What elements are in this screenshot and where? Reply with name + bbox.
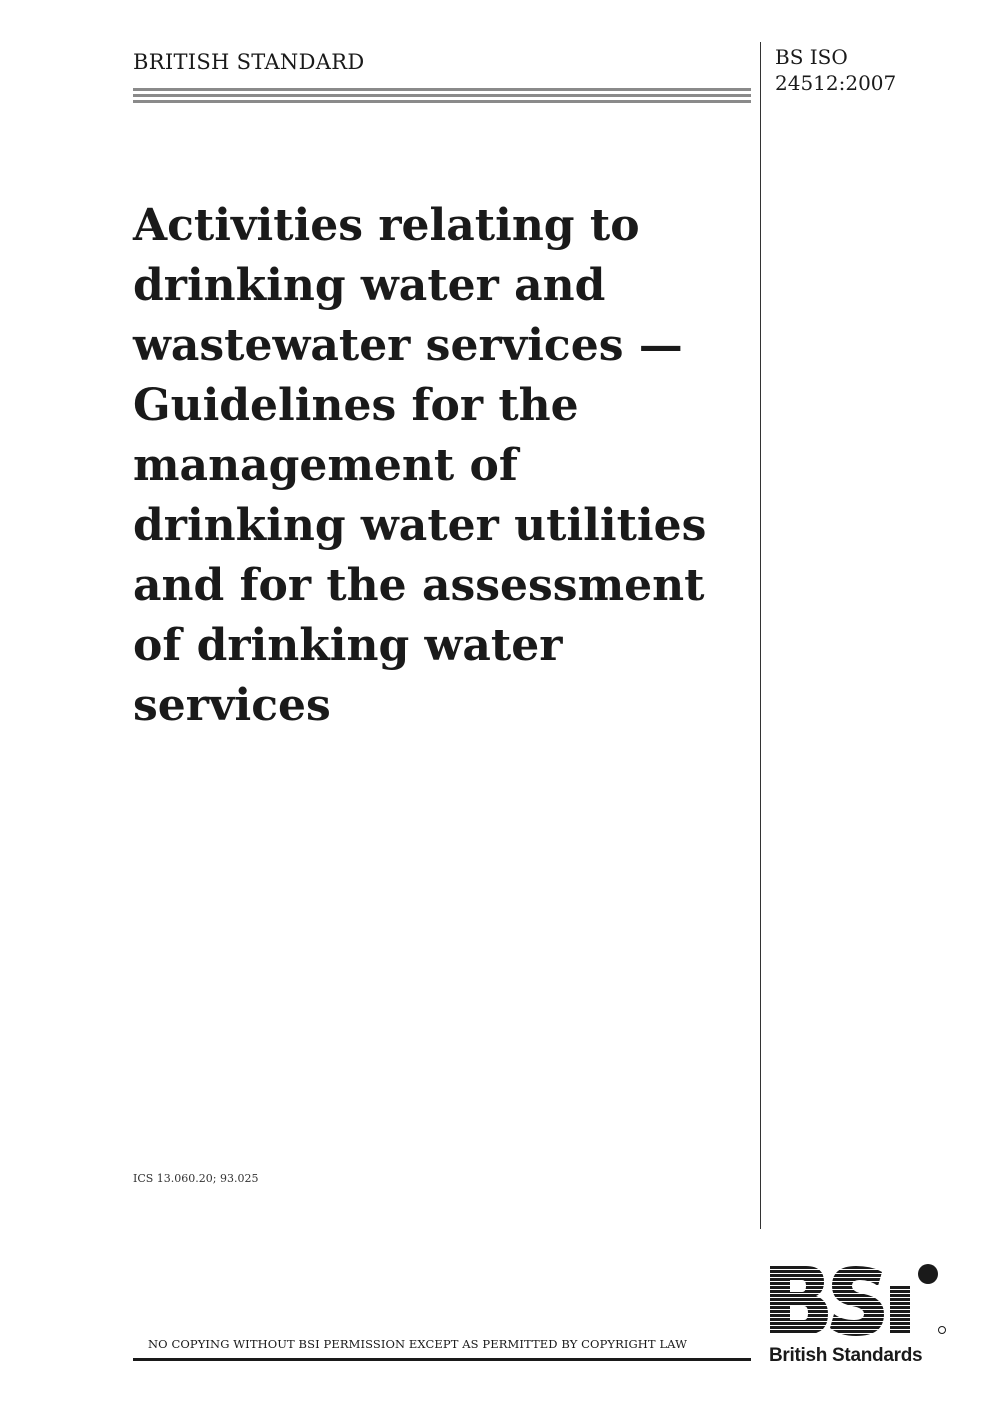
standard-number-line2: 24512:2007	[775, 71, 897, 95]
ics-code: ICS 13.060.20; 93.025	[133, 1172, 259, 1185]
title-line: and for the assessment	[133, 560, 705, 611]
title-line: wastewater services —	[133, 320, 683, 371]
header-rule-1	[133, 88, 751, 91]
title-line: Guidelines for the	[133, 380, 579, 431]
vertical-divider	[760, 42, 761, 1229]
title-line: drinking water utilities	[133, 500, 707, 551]
copyright-notice: NO COPYING WITHOUT BSI PERMISSION EXCEPT AS PERMITTED BY COPYRIGHT LAW	[148, 1337, 688, 1351]
header-rule-3	[133, 100, 751, 103]
title-line: management of	[133, 440, 518, 491]
header-rules	[133, 88, 751, 106]
title-line: drinking water and	[133, 260, 606, 311]
title-line: services	[133, 680, 331, 731]
title-line: of drinking water	[133, 620, 563, 671]
header-rule-2	[133, 94, 751, 97]
header-label: BRITISH STANDARD	[133, 50, 365, 74]
standard-number-line1: BS ISO	[775, 45, 848, 69]
standard-number	[775, 44, 896, 96]
document-title	[133, 196, 753, 736]
bsi-logo-caption: British Standards	[769, 1345, 923, 1366]
title-line: Activities relating to	[133, 200, 640, 251]
footer-rule	[133, 1358, 751, 1361]
